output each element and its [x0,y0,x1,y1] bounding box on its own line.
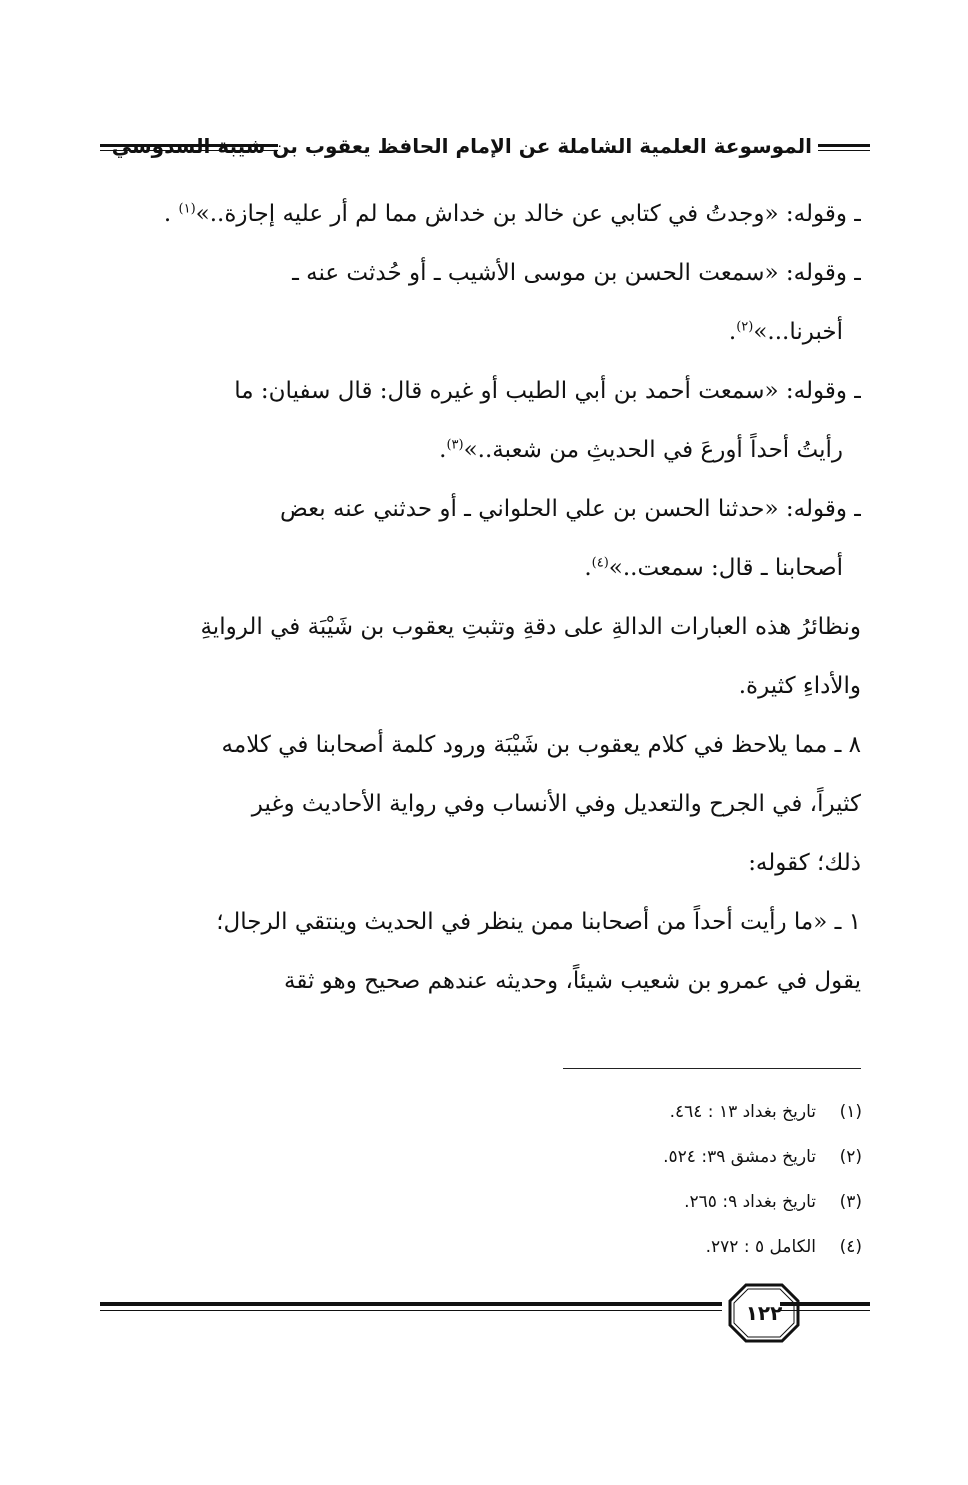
header-title: الموسوعة العلمية الشاملة عن الإمام الحافظ يعقوب بن شيبة السدوسي [111,134,812,158]
footnote-ref: (١) [178,201,196,217]
text-line: ـ وقوله: «وجدتُ في كتابي عن خالد بن خداش مما لم أر عليه إجازة..»$^{(١)}$ . [163,201,861,227]
text-line: يقول في عمرو بن شعيب شيئاً، وحديثه عندهم صحيح وهو ثقة [284,968,861,994]
footnote-ref: (٤) [591,555,609,571]
text-line: أخبرنا...»$^{(٢)}$. [728,319,843,345]
footnote [362,1225,862,1270]
page-number: ١٢٢ [745,1301,783,1325]
text-line: ـ وقوله: «سمعت الحسن بن موسى الأشيب ـ أو حُدثت عنه ـ [292,260,861,286]
footnote-number: (٣) [839,1192,862,1212]
footnote [362,1090,862,1135]
footnote-number: (١) [839,1102,862,1122]
footnote-text: الكامل ٥ : ٢٧٢. [705,1237,816,1257]
text-line: ونظائرُ هذه العبارات الدالةِ على دقةِ وتثبتِ يعقوب بن شَيْبَة في الروايةِ [200,614,861,640]
footer-rule-left [100,1302,722,1311]
text-line: أصحابنا ـ قال: سمعت..»$^{(٤)}$. [584,555,843,581]
text-line: ذلك؛ كقوله: [748,850,861,876]
header-rule-right [818,144,870,154]
body-text [104,185,861,1011]
text-line: كثيراً، في الجرح والتعديل وفي الأنساب وفي رواية الأحاديث وغير [251,791,861,817]
text-line: ـ وقوله: «سمعت أحمد بن أبي الطيب أو غيره قال: قال سفيان: ما [234,378,861,404]
footnote-ref: (٢) [736,319,754,335]
footnote [362,1180,862,1225]
page-footer [100,1283,870,1343]
running-header [100,128,870,168]
text-line: ـ وقوله: «حدثنا الحسن بن علي الحلواني ـ أو حدثني عنه بعض [279,496,861,522]
footnote-text: تاريخ دمشق ٣٩: ٥٢٤. [663,1147,816,1167]
footer-rule-right [780,1302,870,1311]
text-line: والأداءِ كثيرة. [738,673,861,699]
text-line: ٨ ـ مما يلاحظ في كلام يعقوب بن شَيْبَة ورود كلمة أصحابنا في كلامه [221,732,861,758]
text-line: ١ ـ «ما رأيت أحداً من أصحابنا ممن ينظر في الحديث وينتقي الرجال؛ [216,909,861,935]
footnote-number: (٤) [839,1237,862,1257]
page-number-badge [728,1283,800,1343]
footnote-text: تاريخ بغداد ١٣ : ٤٦٤. [669,1102,816,1122]
text-line: رأيتُ أحداً أورعَ في الحديثِ من شعبة..»$^{(٣)}$. [439,437,843,463]
footnote-number: (٢) [839,1147,862,1167]
footnote-ref: (٣) [446,437,464,453]
footnote-text: تاريخ بغداد ٩: ٢٦٥. [684,1192,816,1212]
footnote-divider [563,1068,861,1069]
footnote [362,1135,862,1180]
footnotes [362,1090,862,1270]
